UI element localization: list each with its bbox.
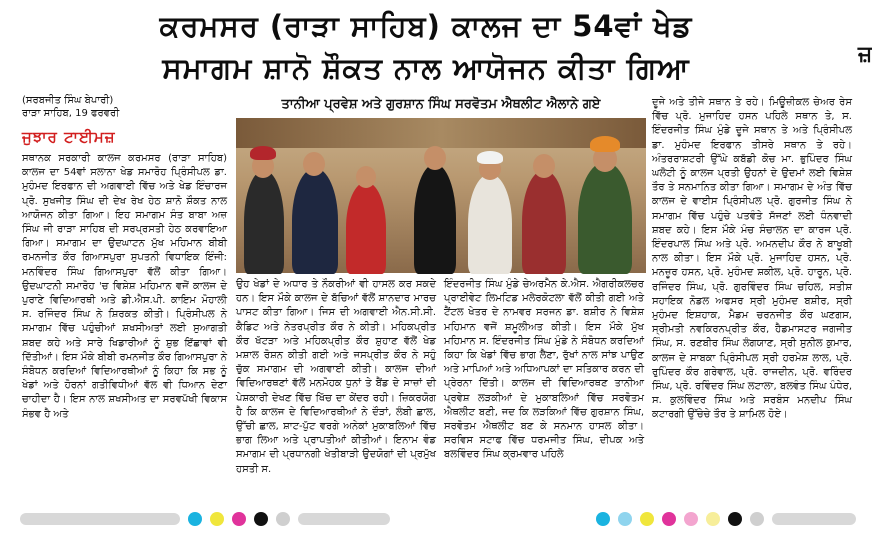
registration-dot <box>750 512 764 526</box>
article-column-3: ਇੰਦਰਜੀਤ ਸਿੰਘ ਮੁੰਡੇ ਚੇਅਰਮੈਨ ਕੇ.ਐਸ. ਐਗਰੀਕਲਚਰ ਪ੍ਰਾਈਵੇਟ ਲਿਮਟਿਡ ਮਲੇਰਕੋਟਲਾ ਵੱਲੋਂ ਕੀਤੀ ਗਈ ਅਤੇ ਟੈਂਟਲ ਖੇਤਰ ਦੇ ਨਾਮਵਰ ਸਰਜਨ ਡਾ. ਬਸ਼ੀਰ ਨੇ ਵਿਸ਼ੇਸ਼ ਮਹਿਮਾਨ ਵਜੋਂ ਸ਼ਮੂਲੀਅਤ ਕੀਤੀ। ਇਸ ਮੌਕੇ ਮੁੱਖ ਮਹਿਮਾਨ ਸ. ਇੰਦਰਜੀਤ ਸਿੰਘ ਮੁੰਡੇ ਨੇ ਸੰਬੋਧਨ ਕਰਦਿਆਂ ਕਿਹਾ ਕਿ ਖੇਡਾਂ ਵਿੱਚ ਭਾਗ ਲੈਣਾ, ਰੁੱਖਾਂ ਨਾਲ ਸਾਂਝ ਪਾਉਣ ਅਤੇ ਮਾਪਿਆਂ ਅਤੇ ਅਧਿਆਪਕਾਂ ਦਾ ਸਤਿਕਾਰ ਕਰਨ ਦੀ ਪ੍ਰੇਰਨਾ ਦਿੱਤੀ। ਕਾਲਜ ਦੀ ਵਿਦਿਆਰਥਣ ਤਾਨੀਆ ਪ੍ਰਵੇਸ਼ ਲੜਕੀਆਂ ਦੇ ਮੁਕਾਬਲਿਆਂ ਵਿੱਚ ਸਰਵੋਤਮ ਐਥਲੀਟ ਬਣੀ, ਜਦ ਕਿ ਲੜਕਿਆਂ ਵਿੱਚ ਗੁਰਸ਼ਾਨ ਸਿੰਘ, ਸਰਵੋਤਮ ਐਥਲੀਟ ਬਣ ਕੇ ਸਨਮਾਨ ਹਾਸਲ ਕੀਤਾ। ਸਰਵਿਸ ਸਟਾਫ ਵਿੱਚ ਧਰਮਜੀਤ ਸਿੰਘ, ਦੀਪਕ ਅਤੇ ਬਲਵਿੰਦਰ ਸਿੰਘ ਕ੍ਰਮਵਾਰ ਪਹਿਲੇ <box>444 279 648 461</box>
registration-dot <box>188 512 202 526</box>
photo-person <box>244 170 284 274</box>
article-column-2: ਉਹ ਖੇਡਾਂ ਦੇ ਅਧਾਰ ਤੇ ਨੌਕਰੀਆਂ ਵੀ ਹਾਸਲ ਕਰ ਸਕਦੇ ਹਨ। ਇਸ ਮੌਕੇ ਕਾਲਜ ਦੇ ਬੱਚਿਆਂ ਵੱਲੋਂ ਸ਼ਾਨਦਾਰ ਮਾਰਚ ਪਾਸਟ ਕੀਤਾ ਗਿਆ। ਜਿਸ ਦੀ ਅਗਵਾਈ ਐਨ.ਸੀ.ਸੀ. ਕੈਡਿਟ ਅਤੇ ਨੇਤਰਪ੍ਰੀਤ ਕੌਰ ਨੇ ਕੀਤੀ। ਮਹਿਕਪ੍ਰੀਤ ਕੌਰ ਖੱਟੜਾ ਅਤੇ ਮਹਿਕਪ੍ਰੀਤ ਕੌਰ ਸ਼ੁਹਾਣ ਵੱਲੋਂ ਖੇਡ ਮਸ਼ਾਲ ਰੋਸ਼ਨ ਕੀਤੀ ਗਈ ਅਤੇ ਜਸਪ੍ਰੀਤ ਕੌਰ ਨੇ ਸਹੁੰ ਚੁੱਕ ਸਮਾਗਮ ਦੀ ਅਗਵਾਈ ਕੀਤੀ। ਕਾਲਜ ਦੀਆਂ ਵਿਦਿਆਰਥਣਾਂ ਵੱਲੋਂ ਮਨਮੋਹਕ ਧੁਨਾਂ ਤੇ ਬੈਂਡ ਦੇ ਸਾਜ਼ਾਂ ਦੀ ਪੇਸ਼ਕਾਰੀ ਦੇਖਣ ਵਿੱਚ ਖਿੱਚ ਦਾ ਕੇਂਦਰ ਰਹੀ। ਜ਼ਿਕਰਯੋਗ ਹੈ ਕਿ ਕਾਲਜ ਦੇ ਵਿਦਿਆਰਥੀਆਂ ਨੇ ਦੌੜਾਂ, ਲੰਬੀ ਛਾਲ, ਉੱਚੀ ਛਾਲ, ਸ਼ਾਟ-ਪੁੱਟ ਵਰਗੇ ਅਨੇਕਾਂ ਮੁਕਾਬਲਿਆਂ ਵਿੱਚ ਭਾਗ ਲਿਆ ਅਤੇ ਪ੍ਰਾਪਤੀਆਂ ਕੀਤੀਆਂ। ਇਨਾਮ ਵੰਡ ਸਮਾਗਮ ਦੀ ਪ੍ਰਧਾਨਗੀ ਖੇਤੀਬਾੜੀ ਉਦਯੋਗਾਂ ਦੀ ਪ੍ਰਮੁੱਖ ਹਸਤੀ ਸ. <box>236 279 440 475</box>
registration-pill <box>20 513 180 525</box>
photo-person <box>578 162 632 274</box>
byline-place-date: ਰਾੜਾ ਸਾਹਿਬ, 19 ਫਰਵਰੀ <box>22 108 120 119</box>
byline-author: (ਸਰਬਜੀਤ ਸਿੰਘ ਬੇਪਾਰੀ) <box>22 95 114 106</box>
article-column-4: ਦੂਜੇ ਅਤੇ ਤੀਜੇ ਸਥਾਨ ਤੇ ਰਹੇ। ਮਿਊਜ਼ੀਕਲ ਚੇਅਰ ਰੇਸ ਵਿੱਚ ਪ੍ਰੋ. ਮੁਜਾਹਿਦ ਹਸਨ ਪਹਿਲੇ ਸਥਾਨ ਤੇ, ਸ. ਇੰਦਰਜੀਤ ਸਿੰਘ ਮੁੰਡੇ ਦੂਜੇ ਸਥਾਨ ਤੇ ਅਤੇ ਪ੍ਰਿੰਸੀਪਲ ਡਾ. ਮੁਹੰਮਦ ਇਰਫਾਨ ਤੀਸਰੇ ਸਥਾਨ ਤੇ ਰਹੇ। ਅੰਤਰਰਾਸ਼ਟਰੀ ਉੱਘੇ ਕਬੱਡੀ ਕੋਚ ਮਾ. ਭੁਪਿੰਦਰ ਸਿੰਘ ਘਲੋਟੀ ਨੂੰ ਕਾਲਜ ਪ੍ਰਤੀ ਉਹਨਾਂ ਦੇ ਉਦਮਾਂ ਲਈ ਵਿਸ਼ੇਸ਼ ਤੌਰ ਤੇ ਸਨਮਾਨਿਤ ਕੀਤਾ ਗਿਆ। ਸਮਾਗਮ ਦੇ ਅੰਤ ਵਿੱਚ ਕਾਲਜ ਦੇ ਵਾਈਸ ਪ੍ਰਿੰਸੀਪਲ ਪ੍ਰੋ. ਗੁਰਜੀਤ ਸਿੰਘ ਨੇ ਸਮਾਗਮ ਵਿੱਚ ਪਹੁੰਚੇ ਪਤਵੰਤੇ ਸੱਜਣਾਂ ਲਈ ਧੰਨਵਾਦੀ ਸ਼ਬਦ ਕਹੇ। ਇਸ ਮੌਕੇ ਮੰਚ ਸੰਚਾਲਨ ਦਾ ਕਾਰਜ ਪ੍ਰੋ. ਇੰਦਰਪਾਲ ਸਿੰਘ ਅਤੇ ਪ੍ਰੋ. ਅਮਨਦੀਪ ਕੌਰ ਨੇ ਬਾਖੂਬੀ ਨਾਲ ਕੀਤਾ। ਇਸ ਮੌਕੇ ਪ੍ਰੋ. ਮੁਜਾਹਿਦ ਹਸਨ, ਪ੍ਰੋ. ਮਨਜ਼ੂਰ ਹਸਨ, ਪ੍ਰੋ. ਮੁਹੰਮਦ ਸ਼ਕੀਲ, ਪ੍ਰੋ. ਹਾਰੂਨ, ਪ੍ਰੋ. ਰਜਿੰਦਰ ਸਿੰਘ, ਪ੍ਰੋ. ਗੁਰਵਿੰਦਰ ਸਿੰਘ ਚਹਿਲ, ਸਤੀਸ਼ ਸਹਾਇਕ ਨੋਡਲ ਅਫਸਰ ਸ੍ਰੀ ਮੁਹੰਮਦ ਬਸ਼ੀਰ, ਸ੍ਰੀ ਮੁਹੰਮਦ ਇਸ਼ਹਾਕ, ਮੈਡਮ ਚਰਨਜੀਤ ਕੌਰ ਘਣਗਸ, ਸ੍ਰੀਮਤੀ ਨਵਕਿਰਨਪ੍ਰੀਤ ਕੌਰ, ਹੈਡਮਾਸਟਰ ਜਗਜੀਤ ਸਿੰਘ, ਸ. ਰਣਬੀਰ ਸਿੰਘ ਲੰਗਯਾਣ, ਸ੍ਰੀ ਸੁਨੀਲ ਕੁਮਾਰ, ਕਾਲਜ ਦੇ ਸਾਬਕਾ ਪ੍ਰਿੰਸੀਪਲ ਸ੍ਰੀ ਹਰਮੇਸ਼ ਲਾਲ, ਪ੍ਰੋ. ਰੁਪਿੰਦਰ ਕੌਰ ਗਰੇਵਾਲ, ਪ੍ਰੋ. ਰਾਜਦੀਨ, ਪ੍ਰੋ. ਵਰਿੰਦਰ ਸਿੰਘ, ਪ੍ਰੋ. ਰਵਿੰਦਰ ਸਿੰਘ ਲਟਾਲਾ, ਬਲਵੰਤ ਸਿੰਘ ਪੰਧੇਰ, ਸ. ਕੁਲਵਿੰਦਰ ਸਿੰਘ ਅਤੇ ਸਰਬੰਸ ਮਨਦੀਪ ਸਿੰਘ ਕਟਾਰਗੀ ਉੱਚੇਚੇ ਤੌਰ ਤੇ ਸ਼ਾਮਿਲ ਹੋਏ। <box>652 97 856 421</box>
registration-pill <box>298 513 390 525</box>
photo-person <box>414 164 456 274</box>
headline-line-1: ਕਰਮਸਰ (ਰਾੜਾ ਸਾਹਿਬ) ਕਾਲਜ ਦਾ 54ਵਾਂ ਖੇਡ <box>159 9 693 43</box>
sub-headline: ਤਾਨੀਆ ਪ੍ਰਵੇਸ਼ ਅਤੇ ਗੁਰਸ਼ਾਨ ਸਿੰਘ ਸਰਵੋਤਮ ਐਥਲੀਟ ਐਲਾਨੇ ਗਏ <box>281 97 601 112</box>
registration-dot <box>706 512 720 526</box>
photo-person-head <box>424 146 446 170</box>
photo-person-head <box>533 154 555 178</box>
byline <box>22 94 222 120</box>
photo-person <box>522 170 566 274</box>
adjacent-article-fragment: ਜ਼ <box>858 42 872 67</box>
registration-dot <box>254 512 268 526</box>
photo-person <box>346 182 386 274</box>
photo-person-head <box>356 166 376 188</box>
registration-pill <box>772 513 856 525</box>
photo-person <box>468 174 512 274</box>
registration-dot <box>684 512 698 526</box>
photo-person-turban <box>250 146 276 160</box>
publication-brand <box>22 128 182 148</box>
event-photo <box>236 118 646 273</box>
registration-dot <box>232 512 246 526</box>
print-registration-bar-right <box>596 512 860 526</box>
registration-dot <box>728 512 742 526</box>
photo-background-banner <box>236 118 646 148</box>
headline-line-2: ਸਮਾਗਮ ਸ਼ਾਨੋ ਸ਼ੌਕਤ ਨਾਲ ਆਯੋਜਨ ਕੀਤਾ ਗਿਆ <box>162 51 690 85</box>
photo-person-head <box>303 152 325 176</box>
article-column-1: ਸਥਾਨਕ ਸਰਕਾਰੀ ਕਾਲਜ ਕਰਮਸਰ (ਰਾੜਾ ਸਾਹਿਬ) ਕਾਲਜ ਦਾ 54ਵਾਂ ਸਲਾਨਾ ਖੇਡ ਸਮਾਰੋਹ ਪ੍ਰਿੰਸੀਪਲ ਡਾ. ਮੁਹੰਮਦ ਇਰਫਾਨ ਦੀ ਅਗਵਾਈ ਵਿੱਚ ਅਤੇ ਖੇਡ ਇੰਚਾਰਜ ਪ੍ਰੋ. ਸੁਖਜੀਤ ਸਿੰਘ ਦੀ ਦੇਖ ਰੇਖ ਹੇਠ ਸ਼ਾਨੋ ਸ਼ੌਕਤ ਨਾਲ ਆਯੋਜਨ ਕੀਤਾ ਗਿਆ। ਇਹ ਸਮਾਗਮ ਸੰਤ ਬਾਬਾ ਅਜ਼ ਸਿੰਘ ਜੀ ਰਾੜਾ ਸਾਹਿਬ ਦੀ ਸਰਪ੍ਰਸਤੀ ਹੇਠ ਕਰਵਾਇਆ ਗਿਆ। ਸਮਾਗਮ ਦਾ ਉਦਘਾਟਨ ਮੁੱਖ ਮਹਿਮਾਨ ਬੀਬੀ ਰਮਨਜੀਤ ਕੌਰ ਗਿਆਸਪੁਰਾ ਸੁਪਤਨੀ ਵਿਧਾਇਕ ਇੰਜੀ: ਮਨਵਿੰਦਰ ਸਿੰਘ ਗਿਆਸਪੁਰਾ ਵੱਲੋਂ ਕੀਤਾ ਗਿਆ। ਉਦਘਾਟਨੀ ਸਮਾਰੋਹ 'ਚ ਵਿਸ਼ੇਸ਼ ਮਹਿਮਾਨ ਵਜੋਂ ਕਾਲਜ ਦੇ ਪੁਰਾਣੇ ਵਿਦਿਆਰਥੀ ਅਤੇ ਡੀ.ਐਸ.ਪੀ. ਕਾਇਮ ਮੋਹਾਲੀ ਸ. ਰਜਿੰਦਰ ਸਿੰਘ ਨੇ ਸ਼ਿਰਕਤ ਕੀਤੀ। ਪ੍ਰਿੰਸੀਪਲ ਨੇ ਸਮਾਗਮ ਵਿੱਚ ਪਹੁੰਚੀਆਂ ਸ਼ਖਸੀਅਤਾਂ ਲਈ ਸੁਆਗਤੀ ਸ਼ਬਦ ਕਹੇ ਅਤੇ ਸਾਰੇ ਖਿਡਾਰੀਆਂ ਨੂੰ ਸ਼ੁਭ ਇੱਛਾਵਾਂ ਵੀ ਦਿੱਤੀਆਂ। ਇਸ ਮੌਕੇ ਬੀਬੀ ਰਮਨਜੀਤ ਕੌਰ ਗਿਆਸਪੁਰਾ ਨੇ ਸੰਬੋਧਨ ਕਰਦਿਆਂ ਵਿਦਿਆਰਥੀਆਂ ਨੂੰ ਕਿਹਾ ਕਿ ਸਭ ਨੂੰ ਖੇਡਾਂ ਅਤੇ ਹੋਰਨਾਂ ਗਤੀਵਿਧੀਆਂ ਵੱਲ ਵੀ ਧਿਆਨ ਦੇਣਾ ਚਾਹੀਦਾ ਹੈ। ਇਸ ਨਾਲ ਸ਼ਖਸੀਅਤ ਦਾ ਸਰਵਪੱਖੀ ਵਿਕਾਸ ਸੰਭਵ ਹੈ ਅਤੇ <box>22 153 231 420</box>
photo-person-turban <box>477 151 503 164</box>
registration-dot <box>640 512 654 526</box>
photo-person <box>292 168 338 274</box>
print-registration-bar-left <box>20 512 390 526</box>
registration-dot <box>596 512 610 526</box>
registration-dot <box>210 512 224 526</box>
registration-dot <box>618 512 632 526</box>
registration-dot <box>276 512 290 526</box>
registration-dot <box>662 512 676 526</box>
brand-part-1: ਜੁਝਾਰ <box>22 128 58 146</box>
photo-person-turban <box>590 136 620 152</box>
brand-part-2: ਟਾਈਮਜ਼ <box>64 128 116 146</box>
